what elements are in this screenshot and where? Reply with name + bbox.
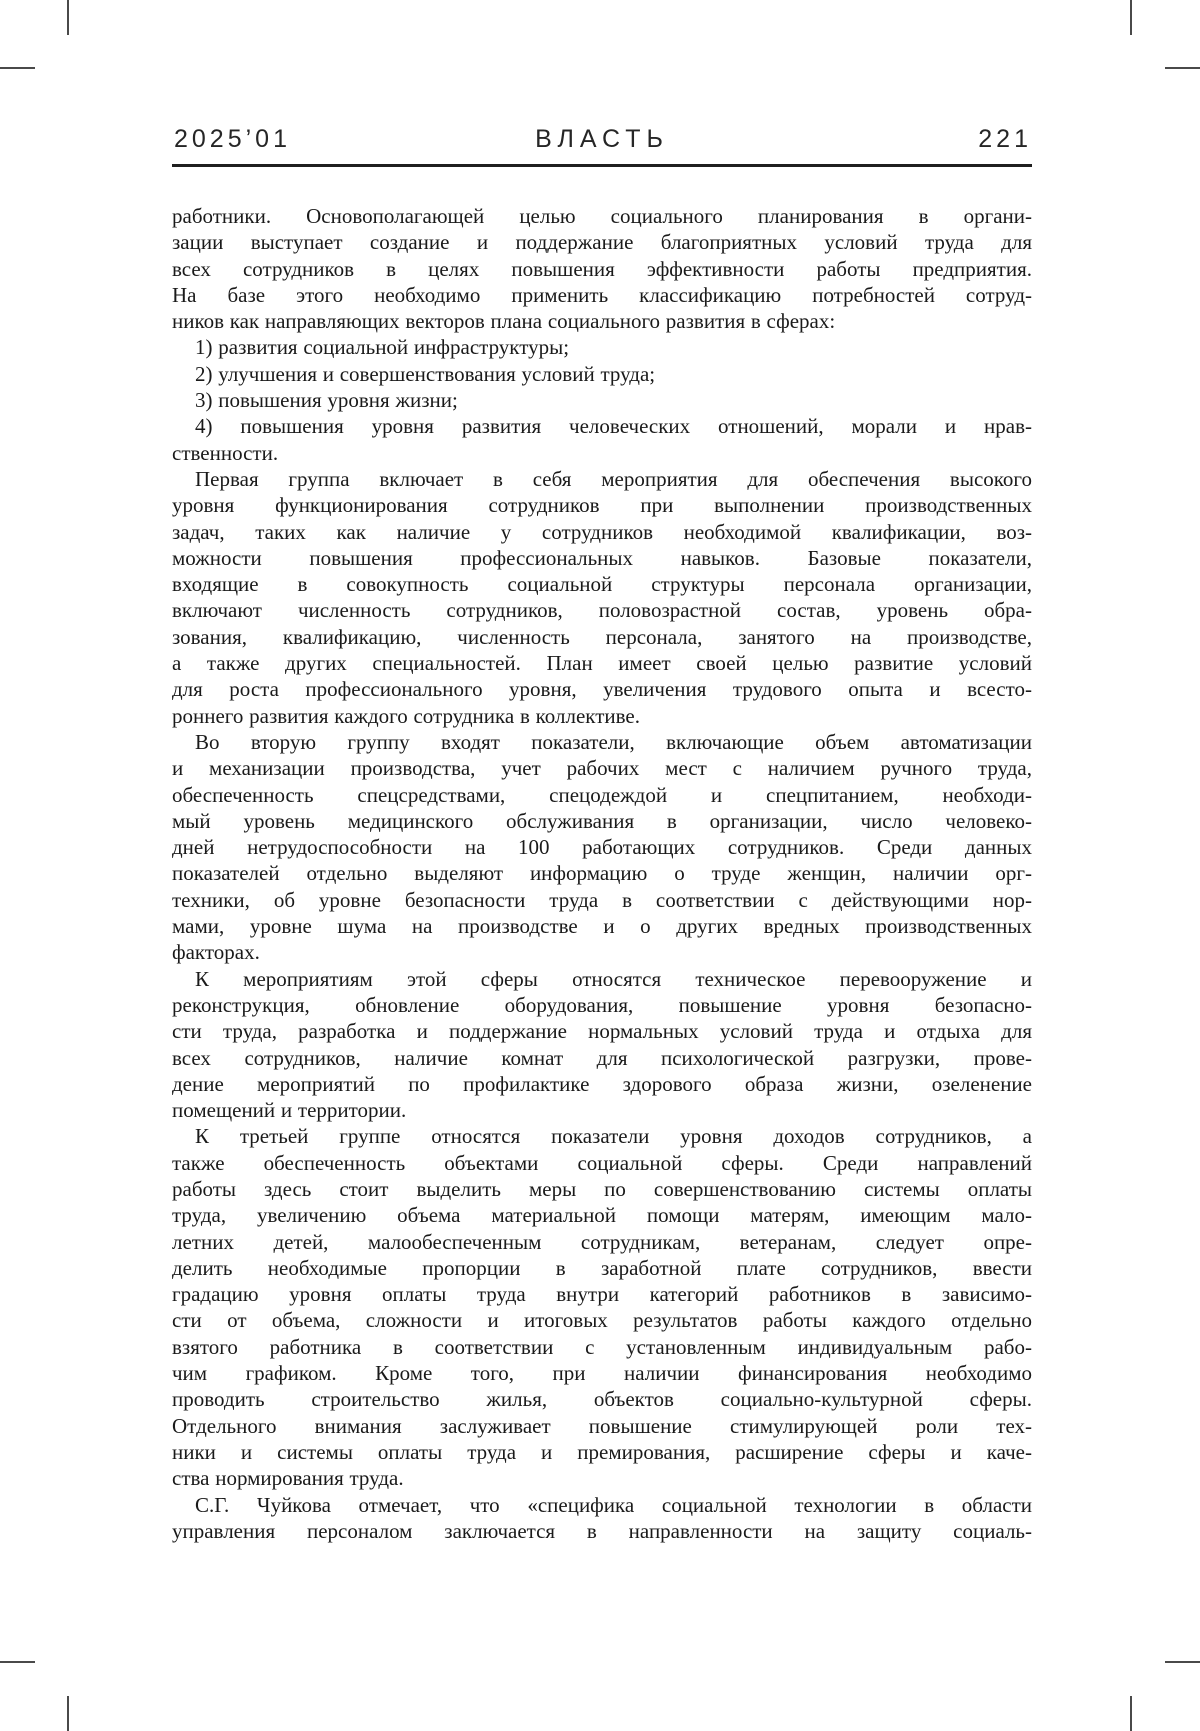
text-line: чим графиком. Кроме того, при наличии финансирования необходимо (172, 1361, 1032, 1386)
text-line: мый уровень медицинского обслуживания в организации, число человеко- (172, 808, 1032, 833)
text-line: сти труда, разработка и поддержание нормальных условий труда и отдыха для (172, 1019, 1032, 1044)
text-line: помещений и территории. (172, 1098, 407, 1123)
article-body (172, 203, 1032, 1544)
text-line: К мероприятиям этой сферы относятся техническое перевооружение и (195, 966, 1032, 991)
text-line: факторах. (172, 940, 260, 965)
crop-mark-bottom-right-vertical (1130, 1696, 1132, 1731)
text-line: Первая группа включает в себя мероприятия для обеспечения высокого (195, 466, 1032, 491)
crop-mark-top-right-horizontal (1165, 67, 1200, 69)
text-line: включают численность сотрудников, половозрастной состав, уровень обра- (172, 598, 1032, 623)
header-page-number: 221 (978, 125, 1032, 153)
text-line: работники. Основополагающей целью социального планирования в органи- (172, 204, 1032, 228)
text-line: сти от объема, сложности и итоговых результатов работы каждого отдельно (172, 1308, 1032, 1333)
text-line: ства нормирования труда. (172, 1466, 404, 1491)
text-line: роннего развития каждого сотрудника в коллективе. (172, 703, 640, 728)
text-line: техники, об уровне безопасности труда в соответствии с действующими нор- (172, 887, 1032, 912)
text-line: зации выступает создание и поддержание благоприятных условий труда для (172, 230, 1032, 255)
crop-mark-top-left-horizontal (0, 67, 35, 69)
text-line: проводить строительство жилья, объектов социально-культурной сферы. (172, 1387, 1032, 1412)
text-line: труда, увеличению объема материальной помощи матерям, имеющим мало- (172, 1203, 1032, 1228)
text-line: обеспеченность спецсредствами, спецодеждой и спецпитанием, необходи- (172, 782, 1032, 807)
text-line: и механизации производства, учет рабочих мест с наличием ручного труда, (172, 756, 1032, 781)
crop-mark-bottom-left-vertical (67, 1696, 69, 1731)
text-line: ники и системы оплаты труда и премирования, расширение сферы и каче- (172, 1439, 1032, 1464)
crop-mark-bottom-right-horizontal (1165, 1661, 1200, 1663)
text-line: делить необходимые пропорции в заработной плате сотрудников, ввести (172, 1255, 1032, 1280)
text-line: К третьей группе относятся показатели уровня доходов сотрудников, а (195, 1124, 1032, 1149)
text-line: а также других специальностей. План имеет своей целью развитие условий (172, 651, 1032, 676)
header-journal-title: ВЛАСТЬ (535, 125, 669, 153)
text-line: ников как направляющих векторов плана социального развития в сферах: (172, 309, 836, 334)
text-line: ственности. (172, 440, 279, 465)
text-line: для роста профессионального уровня, увеличения трудового опыта и всесто- (172, 677, 1032, 702)
text-line: 3) повышения уровня жизни; (195, 388, 458, 413)
header-issue: 2025’01 (174, 125, 291, 153)
text-line: летних детей, малообеспеченным сотрудникам, ветеранам, следует опре- (172, 1229, 1032, 1254)
header-rule (172, 164, 1032, 167)
text-line: реконструкция, обновление оборудования, повышение уровня безопасно- (172, 992, 1032, 1017)
text-line: дение мероприятий по профилактике здорового образа жизни, озеленение (172, 1071, 1032, 1096)
text-line: 1) развития социальной инфраструктуры; (195, 335, 570, 360)
text-line: управления персоналом заключается в направленности на защиту социаль- (172, 1518, 1032, 1543)
text-line: также обеспеченность объектами социальной сферы. Среди направлений (172, 1150, 1032, 1175)
text-line: мами, уровне шума на производстве и о других вредных производственных (172, 914, 1032, 939)
text-line: работы здесь стоит выделить меры по совершенствованию системы оплаты (172, 1176, 1032, 1201)
text-line: задач, таких как наличие у сотрудников необходимой квалификации, воз- (172, 519, 1032, 544)
crop-mark-bottom-left-horizontal (0, 1661, 35, 1663)
text-line: можности повышения профессиональных навыков. Базовые показатели, (172, 545, 1032, 570)
crop-mark-top-right-vertical (1130, 0, 1132, 35)
page-header (172, 124, 1032, 156)
text-line: 4) повышения уровня развития человеческих отношений, морали и нрав- (195, 414, 1032, 439)
text-line: Во вторую группу входят показатели, включающие объем автоматизации (195, 729, 1032, 754)
text-line: входящие в совокупность социальной структуры персонала организации, (172, 572, 1032, 597)
text-line: показателей отдельно выделяют информацию о труде женщин, наличии орг- (172, 861, 1032, 886)
text-line: На базе этого необходимо применить классификацию потребностей сотруд- (172, 282, 1032, 307)
text-line: уровня функционирования сотрудников при выполнении производственных (172, 493, 1032, 518)
text-line: Отдельного внимания заслуживает повышение стимулирующей роли тех- (172, 1413, 1032, 1438)
text-line: градацию уровня оплаты труда внутри категорий работников в зависимо- (172, 1282, 1032, 1307)
text-line: дней нетрудоспособности на 100 работающих сотрудников. Среди данных (172, 835, 1032, 860)
text-line: С.Г. Чуйкова отмечает, что «специфика социальной технологии в области (195, 1492, 1032, 1517)
text-line: 2) улучшения и совершенствования условий труда; (195, 361, 656, 386)
text-line: взятого работника в соответствии с установленным индивидуальным рабо- (172, 1334, 1032, 1359)
text-line: всех сотрудников в целях повышения эффективности работы предприятия. (172, 256, 1032, 281)
crop-mark-top-left-vertical (67, 0, 69, 35)
text-line: всех сотрудников, наличие комнат для психологической разгрузки, прове- (172, 1045, 1032, 1070)
text-line: зования, квалификацию, численность персонала, занятого на производстве, (172, 624, 1032, 649)
